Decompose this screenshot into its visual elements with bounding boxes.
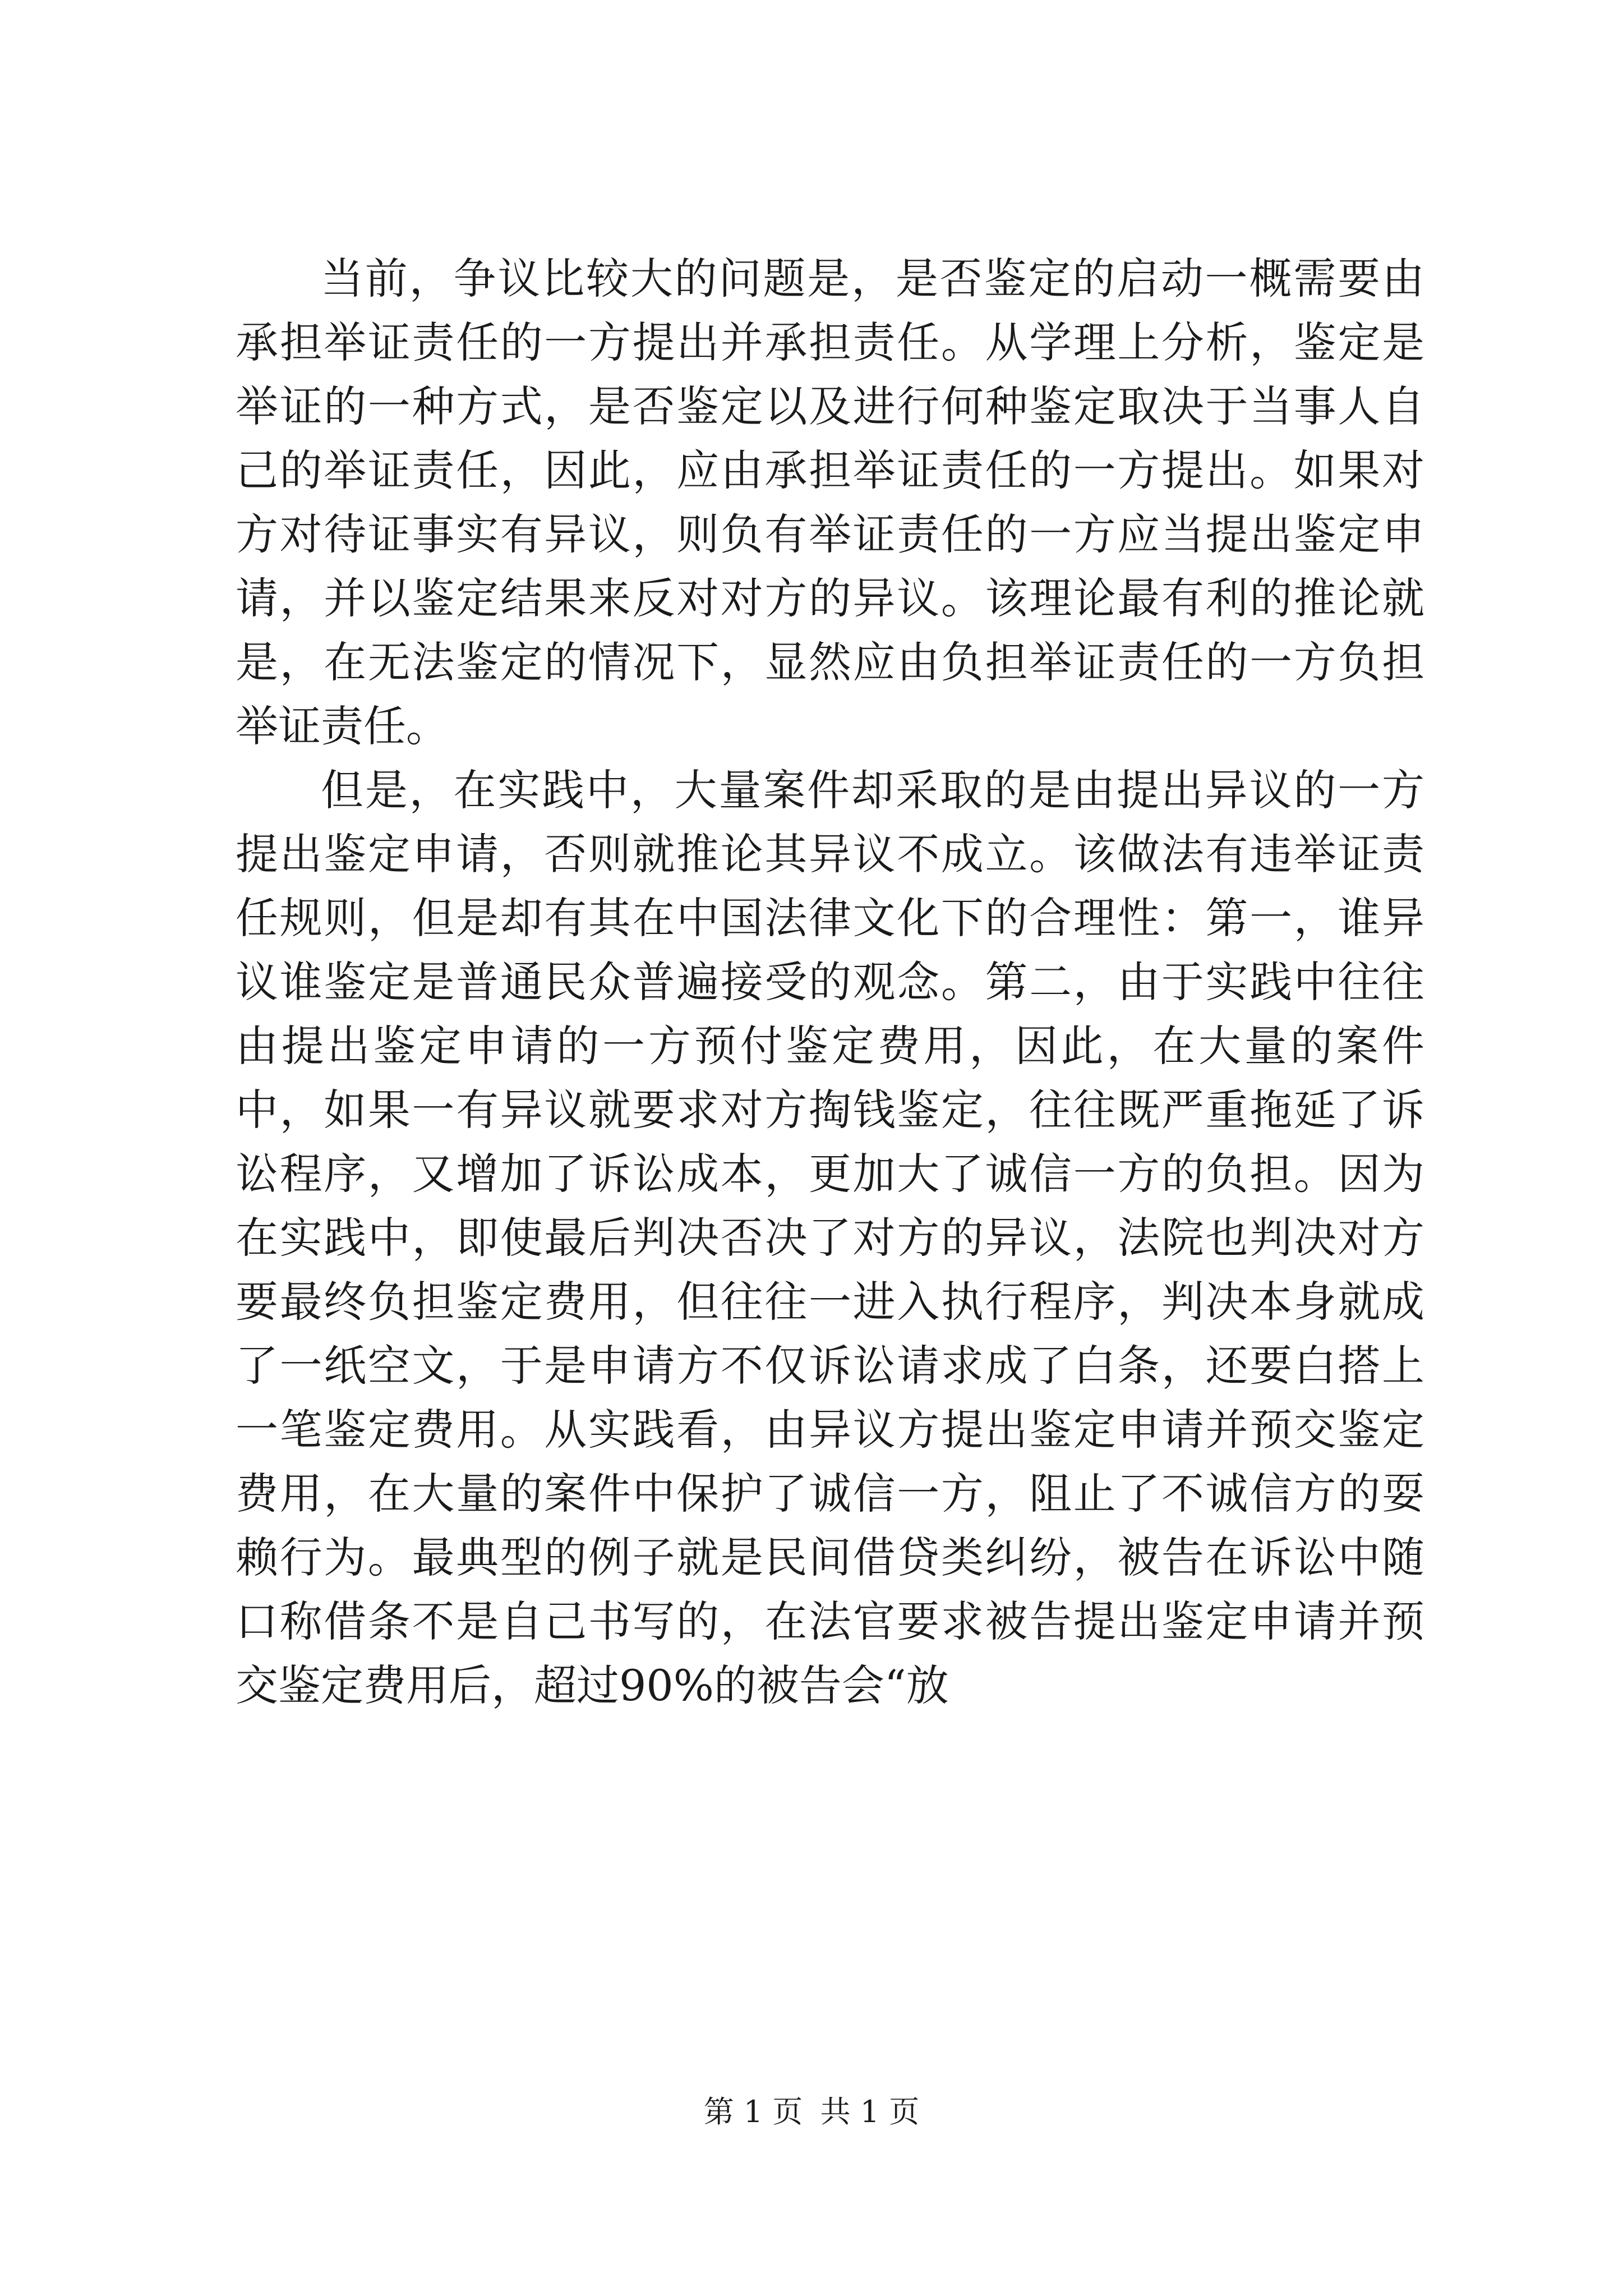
page-footer bbox=[0, 2092, 1623, 2132]
page-number: 第 1 页 bbox=[703, 2094, 803, 2129]
document-body bbox=[236, 247, 1424, 1718]
paragraph-2: 但是，在实践中，大量案件却采取的是由提出异议的一方提出鉴定申请，否则就推论其异议不成立。该做法有违举证责任规则，但是却有其在中国法律文化下的合理性：第一，谁异议谁鉴定是普通民众普遍接受的观念。第二，由于实践中往往由提出鉴定申请的一方预付鉴定费用，因此，在大量的案件中，如果一有异议就要求对方掏钱鉴定，往往既严重拖延了诉讼程序，又增加了诉讼成本，更加大了诚信一方的负担。因为在实践中，即使最后判决否决了对方的异议，法院也判决对方要最终负担鉴定费用，但往往一进入执行程序，判决本身就成了一纸空文，于是申请方不仅诉讼请求成了白条，还要白搭上一笔鉴定费用。从实践看，由异议方提出鉴定申请并预交鉴定费用，在大量的案件中保护了诚信一方，阻止了不诚信方的耍赖行为。最典型的例子就是民间借贷类纠纷，被告在诉讼中随口称借条不是自己书写的，在法官要求被告提出鉴定申请并预交鉴定费用后，超过90%的被告会“放 bbox=[236, 765, 1424, 1710]
paragraph-1: 当前，争议比较大的问题是，是否鉴定的启动一概需要由承担举证责任的一方提出并承担责任。从学理上分析，鉴定是举证的一种方式，是否鉴定以及进行何种鉴定取决于当事人自己的举证责任，因此，应由承担举证责任的一方提出。如果对方对待证事实有异议，则负有举证责任的一方应当提出鉴定申请，并以鉴定结果来反对对方的异议。该理论最有利的推论就是，在无法鉴定的情况下，显然应由负担举证责任的一方负担举证责任。 bbox=[236, 254, 1424, 751]
page-total: 共 1 页 bbox=[820, 2094, 920, 2129]
